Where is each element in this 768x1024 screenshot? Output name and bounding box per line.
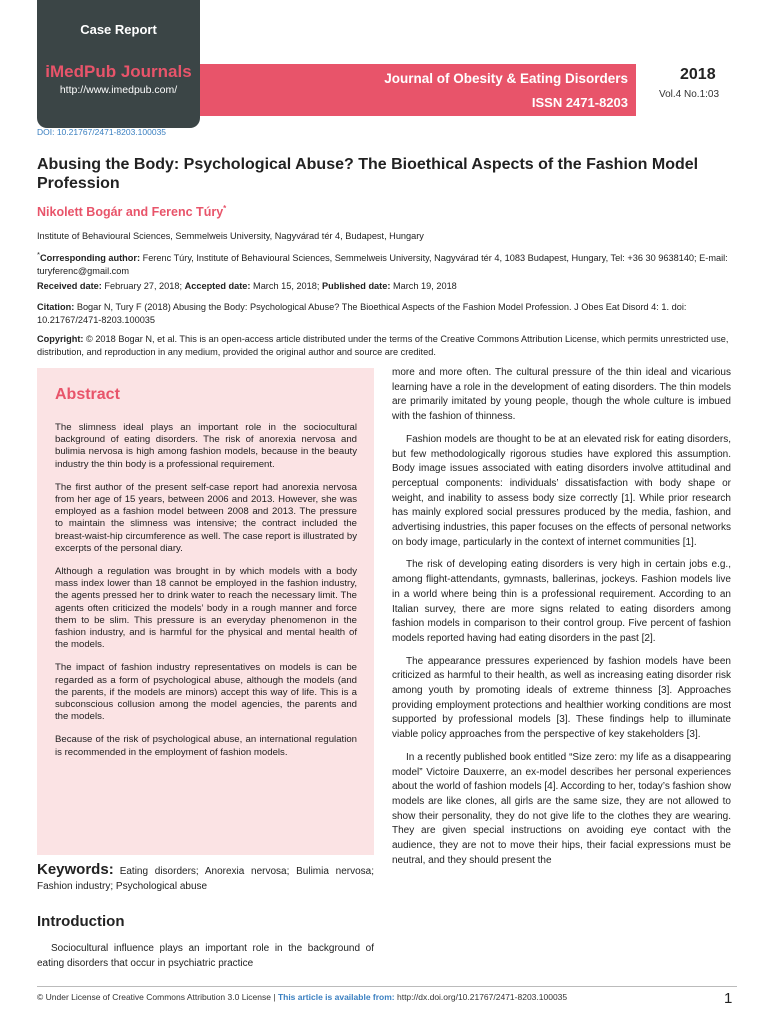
- abstract-paragraph: The impact of fashion industry representatives on models is can be regarded as a form of psychological abuse, although the models (and the parents, if the models are minors) accept this way of life. This is a subconscious collusion among the model agencies, the parents and the models.: [55, 662, 357, 723]
- body-paragraph: In a recently published book entitled “Size zero: my life as a disappearing model” Victoire Dauxerre, an ex-model describes her personal experiences about the world of fashion models [4]. According to her, today’s fashion show models are like clones, all girls are the same size, they are not allowed to show their personality, they do not give life to the clothes they are wearing. They are given special instructions on avoiding eye contact with the audience, they are not to move their hips, their facial expressions must be neutral, and they should present the: [392, 751, 731, 866]
- corresp-mark: *: [37, 250, 40, 259]
- published-date: March 19, 2018: [390, 281, 457, 291]
- copyright-label: Copyright:: [37, 334, 84, 344]
- footer-license: © Under License of Creative Commons Attribution 3.0 License: [37, 992, 271, 1002]
- author-mark: *: [223, 204, 227, 213]
- abstract-paragraph: The slimness ideal plays an important role in the sociocultural background of eating disorders. The risk of anorexia nervosa and bulimia nervosa is high among fashion models, because in the beauty industry the thin body is a professional requirement.: [55, 422, 357, 470]
- page-number: 1: [724, 990, 733, 1007]
- footer: [37, 992, 567, 1002]
- journal-band: [200, 64, 636, 116]
- abstract-paragraph: Because of the risk of psychological abuse, an international regulation is recommended in the employment of fashion models.: [55, 734, 357, 758]
- article-title: Abusing the Body: Psychological Abuse? The Bioethical Aspects of the Fashion Model Profession: [37, 156, 699, 192]
- keywords-label: Keywords:: [37, 861, 114, 878]
- abstract-paragraph: Although a regulation was brought in by which models with a body mass index lower than 18 cannot be employed in the fashion industry, the agents pressed her to drink water to reach the necessary limit. The agents often criticized the models’ body in a rough manner and force them to be slim. This pressure is an everyday phenomenon in the fashion industry, and is harmful for the physical and mental health of the models.: [55, 566, 357, 651]
- abstract-paragraph: The first author of the present self-case report had anorexia nervosa from her age of 15 years, between 2006 and 2013. However, she was employed as a fashion model between 2008 and 2013. The pressure to maintain the slimness was intensive; the contract included the breast-waist-hip circumference as well. The case report is illustrated by excerpts of the personal diary.: [55, 481, 357, 554]
- corresponding-author: [37, 248, 737, 278]
- body-paragraph: The appearance pressures experienced by fashion models have been criticized as harmful to their health, as well as increasing eating disorder risk among youth by promoting ideals of extreme thinness [3]. Approaches providing employment protections and healthier working conditions are most supported by professional models [3]. These findings help to illuminate viable policy approaches from the perspective of key stakeholders [3].: [392, 655, 731, 741]
- introduction-paragraph: Sociocultural influence plays an important role in the background of eating disorders that occur in psychiatric practice: [37, 943, 374, 969]
- author-names: Nikolett Bogár and Ferenc Túry: [37, 205, 224, 220]
- abstract-heading: Abstract: [55, 386, 120, 403]
- copyright-text: © 2018 Bogar N, et al. This is an open-access article distributed under the terms of the Creative Commons Attribution License, which permits unrestricted use, distribution, and reproduction in any medium, provided the original author and source are credited.: [37, 334, 729, 357]
- copyright: [37, 333, 737, 359]
- body-paragraph: Fashion models are thought to be at an elevated risk for eating disorders, but few methodologically rigorous studies have explored this assumption. Body image issues associated with eating disorders involve attitudinal and perceptual components: individuals’ dissatisfaction with body shape or weight, and inability to assess body size correctly [1]. While prior research has mainly explored social pressures produced by the media, fashion, and advertising industries, this paper focuses on the effects of personal networks on body image, particularly in the context of internet communities [1].: [392, 433, 731, 548]
- journal-issn: ISSN 2471-8203: [531, 95, 628, 110]
- affiliation: Institute of Behavioural Sciences, Semmelweis University, Nagyvárad tér 4, Budapest, Hungary: [37, 231, 424, 241]
- body-paragraph: The risk of developing eating disorders is very high in certain jobs e.g., among flight-attendants, gymnasts, ballerinas, jockeys. Fashion models live in a world where being thin is a professional requirement. According to an Italian survey, there are more signs related to eating disorders among fashion models in comparison to their control group. Five percent of fashion models reported having had eating disorders in the past [2].: [392, 559, 731, 644]
- publisher-brand-box: [37, 0, 200, 128]
- introduction-heading: Introduction: [37, 913, 125, 930]
- received-date: February 27, 2018;: [101, 281, 185, 291]
- footer-divider: [37, 986, 737, 987]
- article-type-label: Case Report: [80, 22, 157, 37]
- publication-year: 2018: [680, 66, 716, 83]
- publisher-url-link[interactable]: http://www.imedpub.com/: [59, 84, 178, 96]
- keywords: [37, 862, 374, 894]
- citation-text: Bogar N, Tury F (2018) Abusing the Body: Psychological Abuse? The Bioethical Aspects of the Fashion Model Profession. J Obes Eat Disord 4: 1. doi: 10.21767/2471-8203.100035: [37, 302, 687, 325]
- footer-separator: |: [271, 992, 278, 1002]
- journal-name: Journal of Obesity & Eating Disorders: [384, 71, 628, 86]
- received-label: Received date:: [37, 281, 102, 291]
- published-label: Published date:: [321, 281, 391, 291]
- citation: [37, 301, 737, 327]
- corresp-text: Ferenc Túry, Institute of Behavioural Sciences, Semmelweis University, Nagyvárad tér 4, 1083 Budapest, Hungary, Tel: +36 30 9638140; E-mail: turyferenc@gmail.com: [37, 253, 728, 277]
- volume-issue: Vol.4 No.1:03: [659, 89, 720, 100]
- corresp-label: Corresponding author:: [39, 253, 141, 264]
- publisher-name: iMedPub Journals: [45, 62, 192, 81]
- keywords-text: Eating disorders; Anorexia nervosa; Bulimia nervosa; Fashion industry; Psychological abuse: [37, 866, 374, 892]
- footer-article-url-link[interactable]: http://dx.doi.org/10.21767/2471-8203.100035: [394, 992, 568, 1002]
- citation-label: Citation:: [37, 302, 75, 312]
- body-paragraph: more and more often. The cultural pressure of the thin ideal and vicarious learning have a role in the development of eating disorders. The thin models are primarily imitated by young people, though the whole culture is imbued with the fashion of thinness.: [392, 367, 731, 423]
- accepted-date: March 15, 2018;: [250, 281, 322, 291]
- accepted-label: Accepted date:: [184, 281, 251, 291]
- abstract-box: [37, 368, 374, 855]
- article-dates: [37, 280, 737, 293]
- article-authors: [37, 204, 226, 219]
- body-column-right: [392, 366, 731, 877]
- footer-available-label: This article is available from:: [277, 992, 395, 1002]
- doi-link[interactable]: DOI: 10.21767/2471-8203.100035: [37, 127, 167, 137]
